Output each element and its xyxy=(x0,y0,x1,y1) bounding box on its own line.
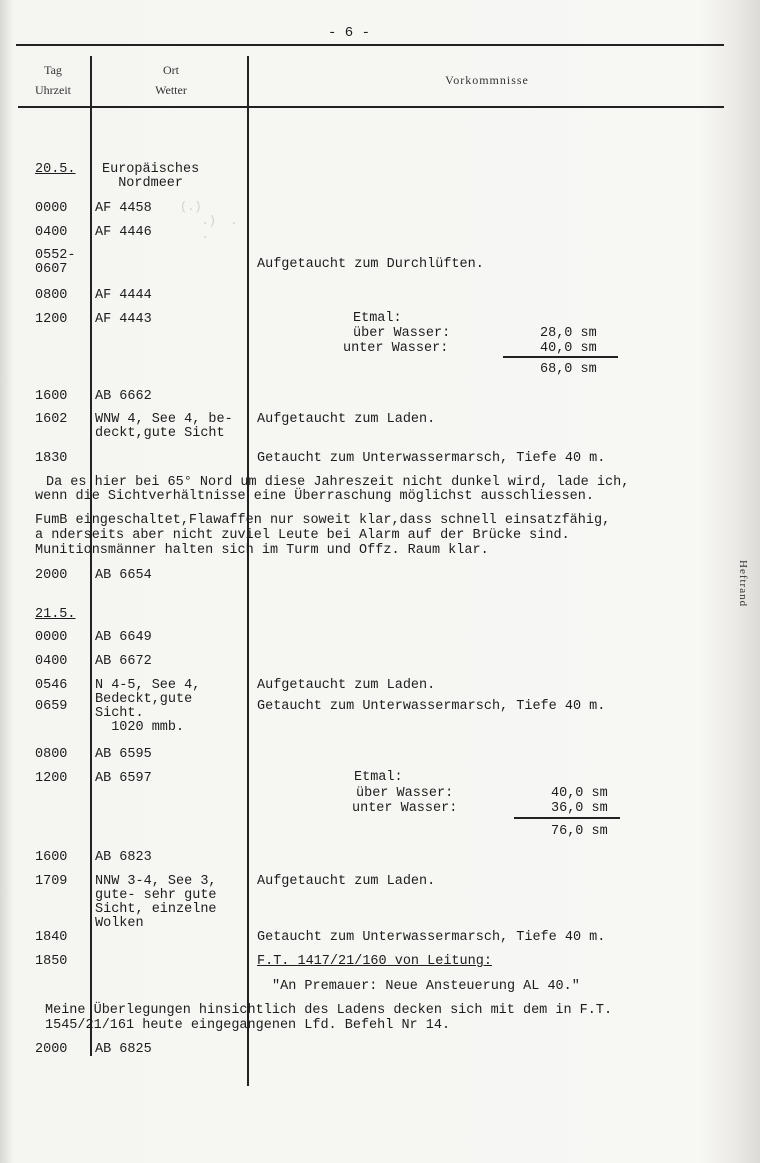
time-cell: 1200 xyxy=(35,771,68,786)
event-cell: Getaucht zum Unterwassermarsch, Tiefe 40 m. xyxy=(257,451,606,466)
column-rule-2 xyxy=(247,56,249,1086)
weather-cell: N 4-5, See 4, Bedeckt,gute Sicht. 1020 mmb. xyxy=(95,678,201,735)
time-cell: 0800 xyxy=(35,747,68,762)
time-cell: 0546 xyxy=(35,678,68,693)
place-cell: AB 6662 xyxy=(95,389,152,404)
weather-cell: NNW 3-4, See 3, gute- sehr gute Sicht, einzelne Wolken xyxy=(95,874,217,931)
time-cell: 0659 xyxy=(35,699,68,714)
event-cell: Aufgetaucht zum Durchlüften. xyxy=(257,257,484,272)
time-cell: 1600 xyxy=(35,389,68,404)
place-cell: AB 6672 xyxy=(95,654,152,669)
event-cell: Aufgetaucht zum Laden. xyxy=(257,678,436,693)
place-cell: AF 4443 xyxy=(95,312,152,327)
header-tag: Tag xyxy=(44,63,62,77)
header-col1 xyxy=(20,60,86,100)
page-number: - 6 - xyxy=(328,25,371,41)
time-cell: 0800 xyxy=(35,288,68,303)
etmal-under-value: 40,0 sm xyxy=(540,341,597,356)
time-cell: 1600 xyxy=(35,850,68,865)
event-cell: Getaucht zum Unterwassermarsch, Tiefe 40 m. xyxy=(257,699,606,714)
paragraph-line: Munitionsmänner halten sich im Turm und Offz. Raum klar. xyxy=(35,543,489,558)
time-cell: 1840 xyxy=(35,930,68,945)
ft-quote: "An Premauer: Neue Ansteuerung AL 40." xyxy=(272,979,580,994)
etmal-total: 76,0 sm xyxy=(551,824,608,839)
time-cell: 0400 xyxy=(35,654,68,669)
date-20-5: 20.5. xyxy=(35,162,76,177)
place-cell: AF 4444 xyxy=(95,288,152,303)
etmal-over-label: über Wasser: xyxy=(356,786,454,801)
place-cell: AB 6825 xyxy=(95,1042,152,1057)
place-cell: AF 4446 xyxy=(95,225,152,240)
paragraph-line: 1545/21/161 heute eingegangenen Lfd. Befehl Nr 14. xyxy=(45,1018,451,1033)
etmal-sum-rule xyxy=(514,817,620,819)
etmal-sum-rule xyxy=(503,356,618,358)
place-cell: AB 6649 xyxy=(95,630,152,645)
time-cell: 1830 xyxy=(35,451,68,466)
time-cell: 0000 xyxy=(35,201,68,216)
weather-cell: WNW 4, See 4, be- deckt,gute Sicht xyxy=(95,412,233,441)
header-bottom-rule xyxy=(18,106,724,108)
paragraph-line: a nderseits aber nicht zuviel Leute bei Alarm auf der Brücke sind. xyxy=(35,528,570,543)
etmal-under-value: 36,0 sm xyxy=(551,801,608,816)
paragraph-line: Da es hier bei 65° Nord um diese Jahreszeit nicht dunkel wird, lade ich, xyxy=(46,475,630,490)
place-cell: AF 4458 xyxy=(95,201,152,216)
time-cell: 1602 xyxy=(35,412,68,427)
place-cell: AB 6823 xyxy=(95,850,152,865)
place-cell: AB 6597 xyxy=(95,771,152,786)
edge-label: Heftrand xyxy=(737,560,749,608)
etmal-under-label: unter Wasser: xyxy=(352,801,458,816)
etmal-under-label: unter Wasser: xyxy=(343,341,449,356)
place-cell: Europäisches Nordmeer xyxy=(102,162,200,191)
header-vorkommnisse: Vorkommnisse xyxy=(445,73,529,87)
time-cell: 1200 xyxy=(35,312,68,327)
header-uhrzeit: Uhrzeit xyxy=(35,83,71,97)
etmal-label: Etmal: xyxy=(353,311,402,326)
event-cell: Getaucht zum Unterwassermarsch, Tiefe 40 m. xyxy=(257,930,606,945)
event-cell: Aufgetaucht zum Laden. xyxy=(257,874,436,889)
event-cell: Aufgetaucht zum Laden. xyxy=(257,412,436,427)
place-cell: AB 6595 xyxy=(95,747,152,762)
time-cell: 0552- 0607 xyxy=(35,248,76,277)
event-cell-ft: F.T. 1417/21/160 von Leitung: xyxy=(257,954,492,969)
paragraph-line: wenn die Sichtverhältnisse eine Überraschung möglichst ausschliessen. xyxy=(35,489,594,504)
time-cell: 1709 xyxy=(35,874,68,889)
time-cell: 1850 xyxy=(35,954,68,969)
place-cell: AB 6654 xyxy=(95,568,152,583)
time-cell: 0400 xyxy=(35,225,68,240)
etmal-over-value: 28,0 sm xyxy=(540,326,597,341)
time-cell: 0000 xyxy=(35,630,68,645)
time-cell: 2000 xyxy=(35,568,68,583)
etmal-label: Etmal: xyxy=(354,770,403,785)
header-wetter: Wetter xyxy=(155,83,187,97)
etmal-over-value: 40,0 sm xyxy=(551,786,608,801)
etmal-over-label: über Wasser: xyxy=(353,326,451,341)
show-through-text: (.) .) . . xyxy=(180,200,238,242)
header-col2 xyxy=(96,60,246,100)
date-21-5: 21.5. xyxy=(35,607,76,622)
paragraph-line: Meine Überlegungen hinsichtlich des Ladens decken sich mit dem in F.T. xyxy=(45,1003,613,1018)
header-ort: Ort xyxy=(163,63,179,77)
etmal-total: 68,0 sm xyxy=(540,362,597,377)
header-top-rule xyxy=(16,44,724,46)
paragraph-line: FumB eingeschaltet,Flawaffen nur soweit klar,dass schnell einsatzfähig, xyxy=(35,513,611,528)
time-cell: 2000 xyxy=(35,1042,68,1057)
